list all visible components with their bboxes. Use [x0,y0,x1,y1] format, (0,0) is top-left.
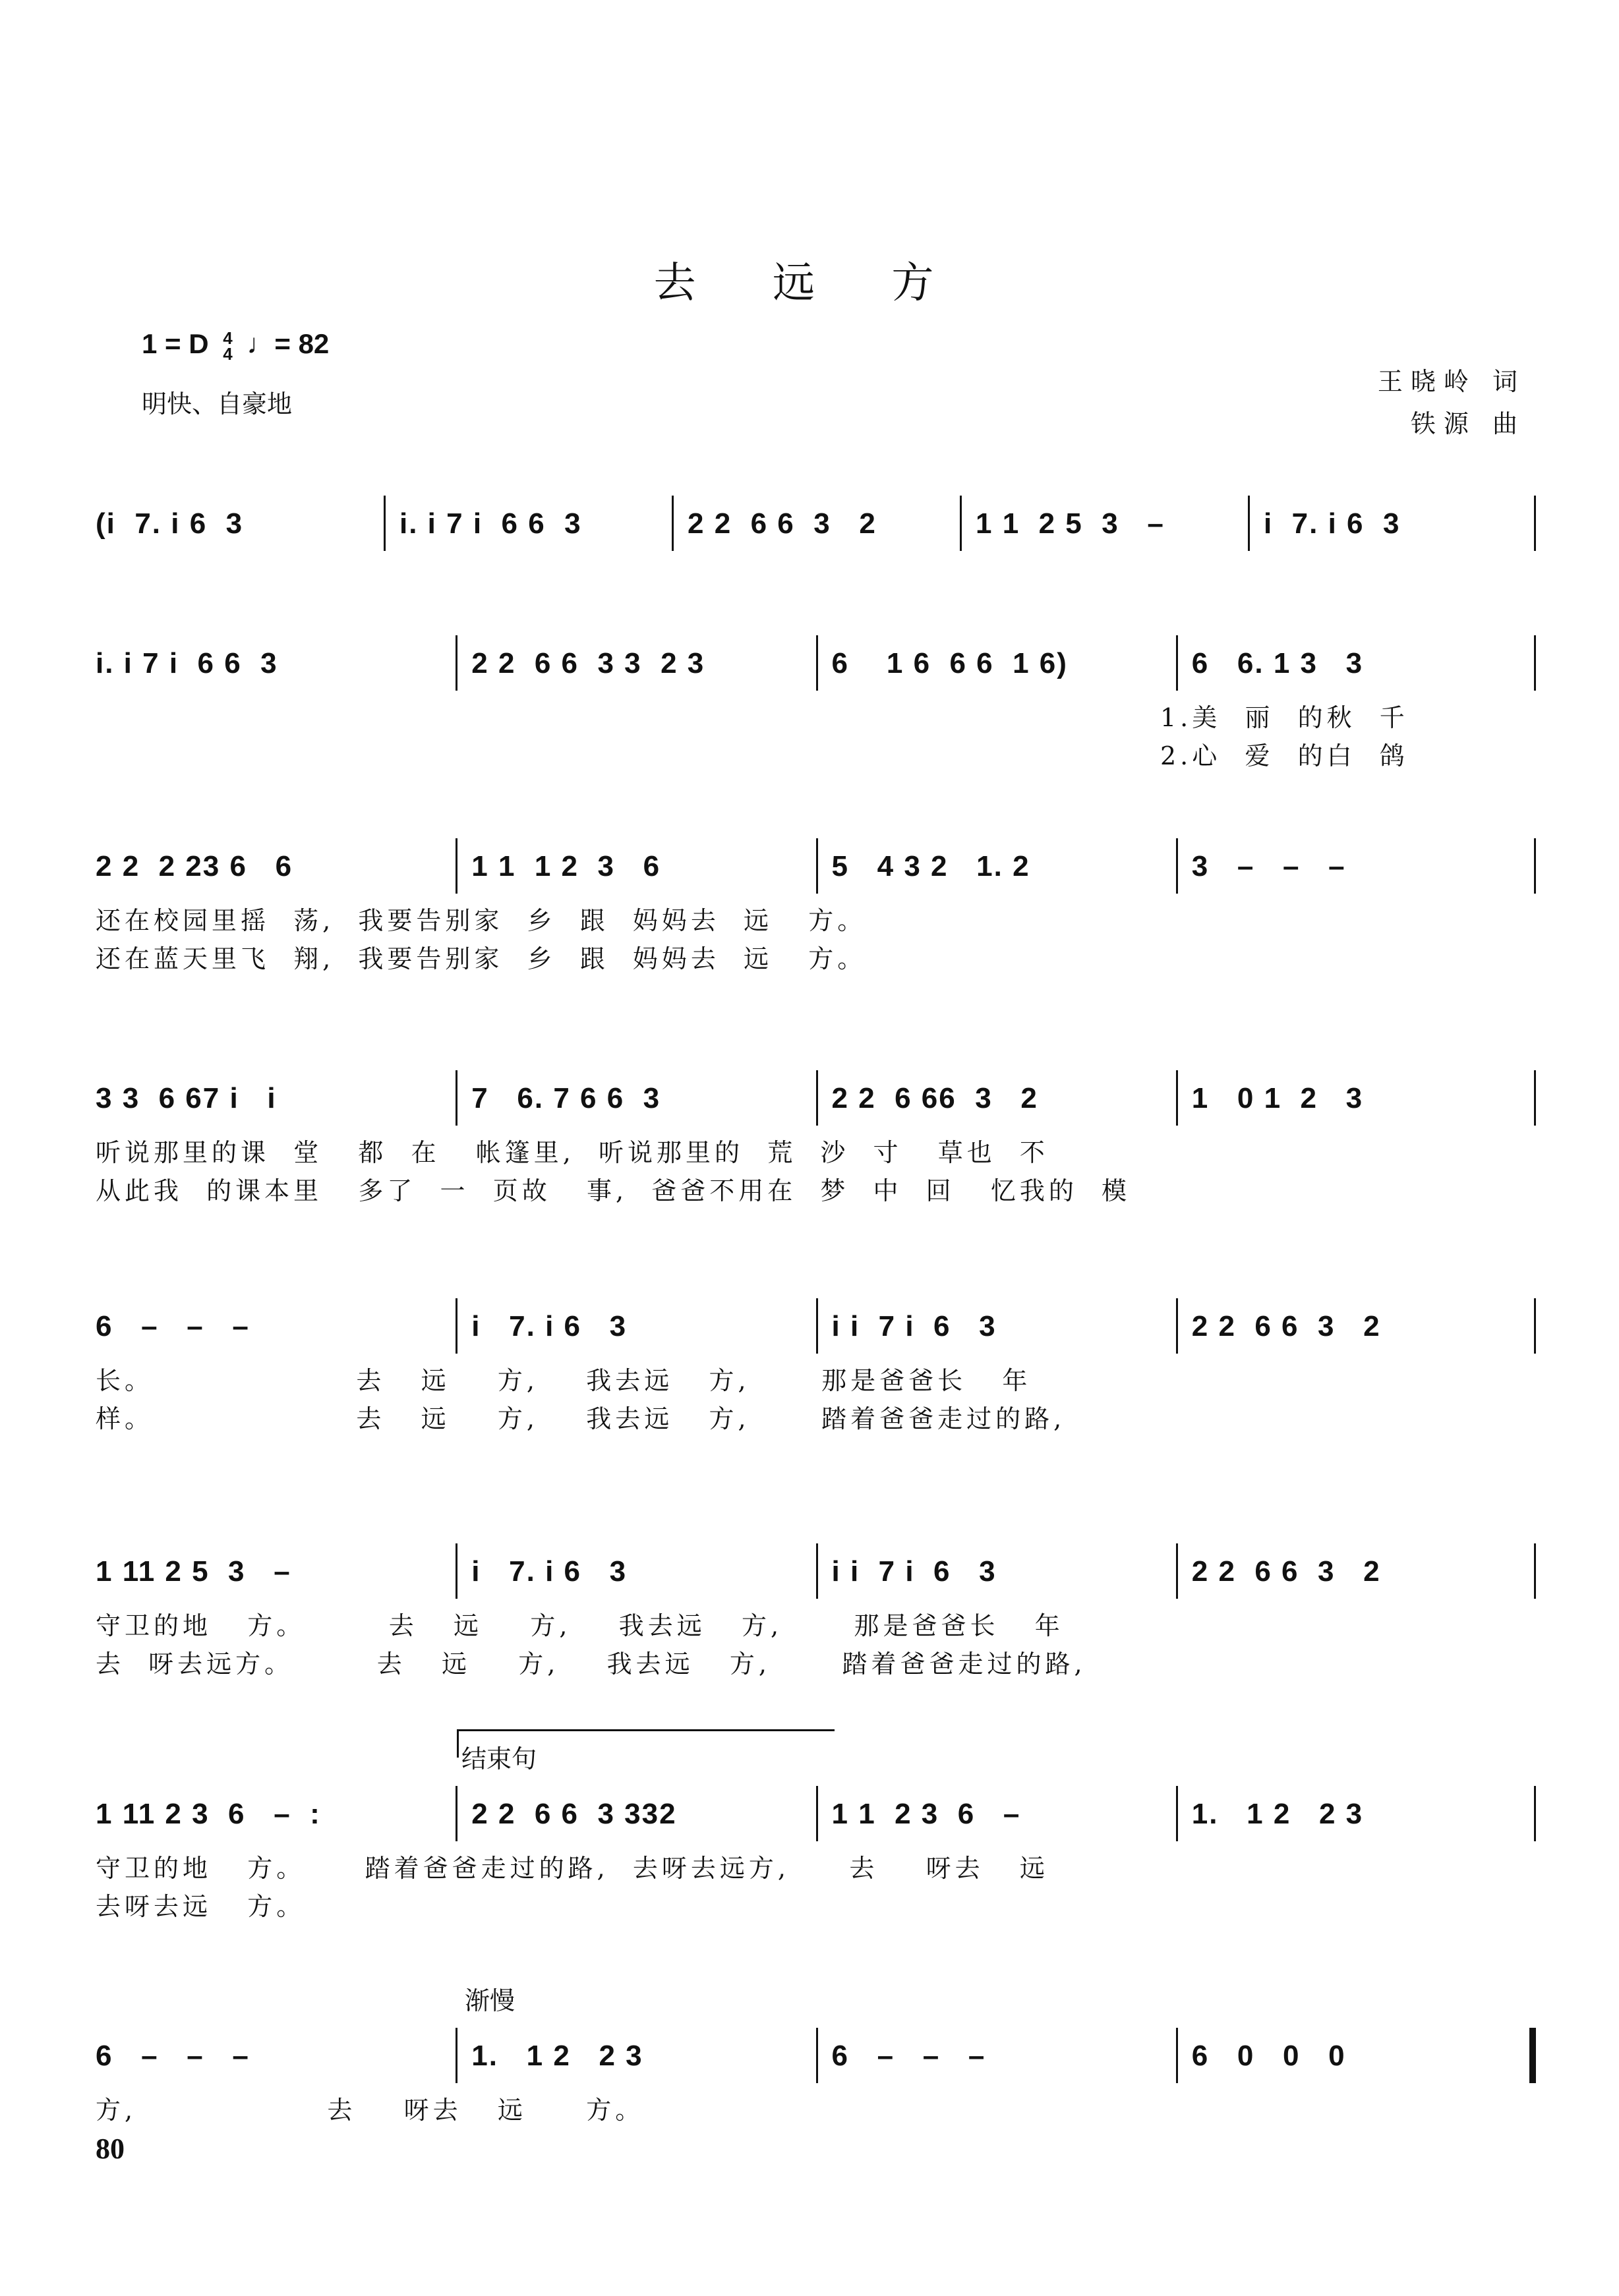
barline [1176,1070,1178,1126]
measure: 1 1 1 2 3 6 [471,850,661,882]
barline [672,496,674,551]
coda-label: 结束句 [461,1744,537,1773]
measure: 2 2 6 6 3 332 [471,1798,677,1830]
measure: 1 1 2 3 6 – [831,1798,1021,1830]
notation-line [96,1082,1536,1135]
measure: 2 2 6 6 3 3 2 3 [471,647,705,679]
barline [1176,1298,1178,1354]
barline [456,1070,457,1126]
notation-line [96,1310,1536,1363]
coda-bracket [457,1729,835,1758]
measure: 6 0 0 0 [1191,2040,1346,2072]
barline [1534,635,1536,691]
barline [456,2028,457,2083]
barline [1176,838,1178,894]
barline [816,1070,818,1126]
lyric-line: 守卫的地 方。 踏着爸爸走过的路, 去呀去远方, 去 呀去 远 [96,1854,1049,1883]
lyric-line: 长。 去 远 方, 我去远 方, 那是爸爸长 年 [96,1366,1032,1395]
barline [456,838,457,894]
measure: 1 11 2 3 6 – : [96,1798,321,1830]
tempo-marking: ♩= 82 [247,328,330,359]
notation-line [96,1555,1536,1608]
barline [1176,1786,1178,1841]
composer-credit: 铁源 曲 [1410,409,1525,438]
time-sig-top: 4 [223,328,233,348]
measure: i. i 7 i 6 6 3 [96,647,278,679]
page-title: 去 远 方 [653,259,966,308]
measure: 1. 1 2 2 3 [1191,1798,1364,1830]
barline [816,1543,818,1599]
barline [1534,838,1536,894]
barline [1534,1543,1536,1599]
measure: 2 2 2 23 6 6 [96,850,293,882]
measure: 2 2 6 6 3 2 [1191,1555,1381,1588]
measure: 3 – – – [1191,850,1346,882]
notation-line [96,850,1536,903]
lyric-line: 1.美 丽 的秋 千 [1160,703,1409,732]
lyric-line: 2.心 爱 的白 鸽 [1160,741,1409,770]
tempo-description: 明快、自豪地 [142,389,293,418]
barline [1176,635,1178,691]
measure: 6 – – – [96,1310,250,1342]
notation-line [96,507,1536,560]
lyric-line: 样。 去 远 方, 我去远 方, 踏着爸爸走过的路, [96,1404,1066,1433]
measure: i 7. i 6 3 [471,1310,628,1342]
measure: 6 6. 1 3 3 [1191,647,1364,679]
lyric-line: 从此我 的课本里 多了 一 页故 事, 爸爸不用在 梦 中 回 忆我的 模 [96,1176,1131,1205]
measure: 6 – – – [831,2040,986,2072]
barline [816,2028,818,2083]
barline [816,1786,818,1841]
barline [456,1543,457,1599]
page-number: 80 [96,2133,125,2165]
barline [456,1298,457,1354]
barline [1534,1070,1536,1126]
lyric-line: 听说那里的课 堂 都 在 帐篷里, 听说那里的 荒 沙 寸 草也 不 [96,1138,1049,1167]
key-signature [142,328,329,362]
barline [1248,496,1250,551]
lyric-line: 还在蓝天里飞 翔, 我要告别家 乡 跟 妈妈去 远 方。 [96,944,867,973]
barline [456,1786,457,1841]
lyric-line: 去呀去远 方。 [96,1892,306,1921]
notation-line [96,1798,1536,1851]
measure: 1 0 1 2 3 [1191,1082,1364,1114]
measure: 1 1 2 5 3 – [976,507,1165,540]
barline [816,1298,818,1354]
measure: 2 2 6 6 3 2 [688,507,877,540]
time-sig-bottom: 4 [223,343,233,364]
measure: i i 7 i 6 3 [831,1555,997,1588]
measure: 1. 1 2 2 3 [471,2040,643,2072]
measure: 5 4 3 2 1. 2 [831,850,1030,882]
barline [816,838,818,894]
barline [456,635,457,691]
measure: 6 – – – [96,2040,250,2072]
measure: 2 2 6 66 3 2 [831,1082,1038,1114]
time-signature [223,330,232,362]
measure: 6 1 6 6 6 1 6) [831,647,1068,679]
barline [1534,1298,1536,1354]
lyric-line: 还在校园里摇 荡, 我要告别家 乡 跟 妈妈去 远 方。 [96,906,867,935]
final-barline [1529,2028,1536,2083]
key-text: 1 = D [142,328,209,359]
barline [1534,496,1536,551]
ritardando-label: 渐慢 [465,1986,515,2015]
measure: i. i 7 i 6 6 3 [399,507,582,540]
notation-line [96,2040,1536,2092]
lyricist-credit: 王晓岭 词 [1377,367,1525,396]
lyric-line: 方, 去 呀去 远 方。 [96,2096,645,2125]
barline [960,496,962,551]
measure: 1 11 2 5 3 – [96,1555,291,1588]
measure: i i 7 i 6 3 [831,1310,997,1342]
measure: i 7. i 6 3 [471,1555,628,1588]
measure: 2 2 6 6 3 2 [1191,1310,1381,1342]
barline [384,496,386,551]
measure: 7 6. 7 6 6 3 [471,1082,661,1114]
measure: (i 7. i 6 3 [96,507,244,540]
barline [1534,1786,1536,1841]
measure: 3 3 6 67 i i [96,1082,277,1114]
barline [816,635,818,691]
lyric-line: 去 呀去远方。 去 远 方, 我去远 方, 踏着爸爸走过的路, [96,1650,1086,1679]
notation-line [96,647,1536,700]
barline [1176,1543,1178,1599]
measure: i 7. i 6 3 [1264,507,1401,540]
lyric-line: 守卫的地 方。 去 远 方, 我去远 方, 那是爸爸长 年 [96,1611,1064,1640]
barline [1176,2028,1178,2083]
